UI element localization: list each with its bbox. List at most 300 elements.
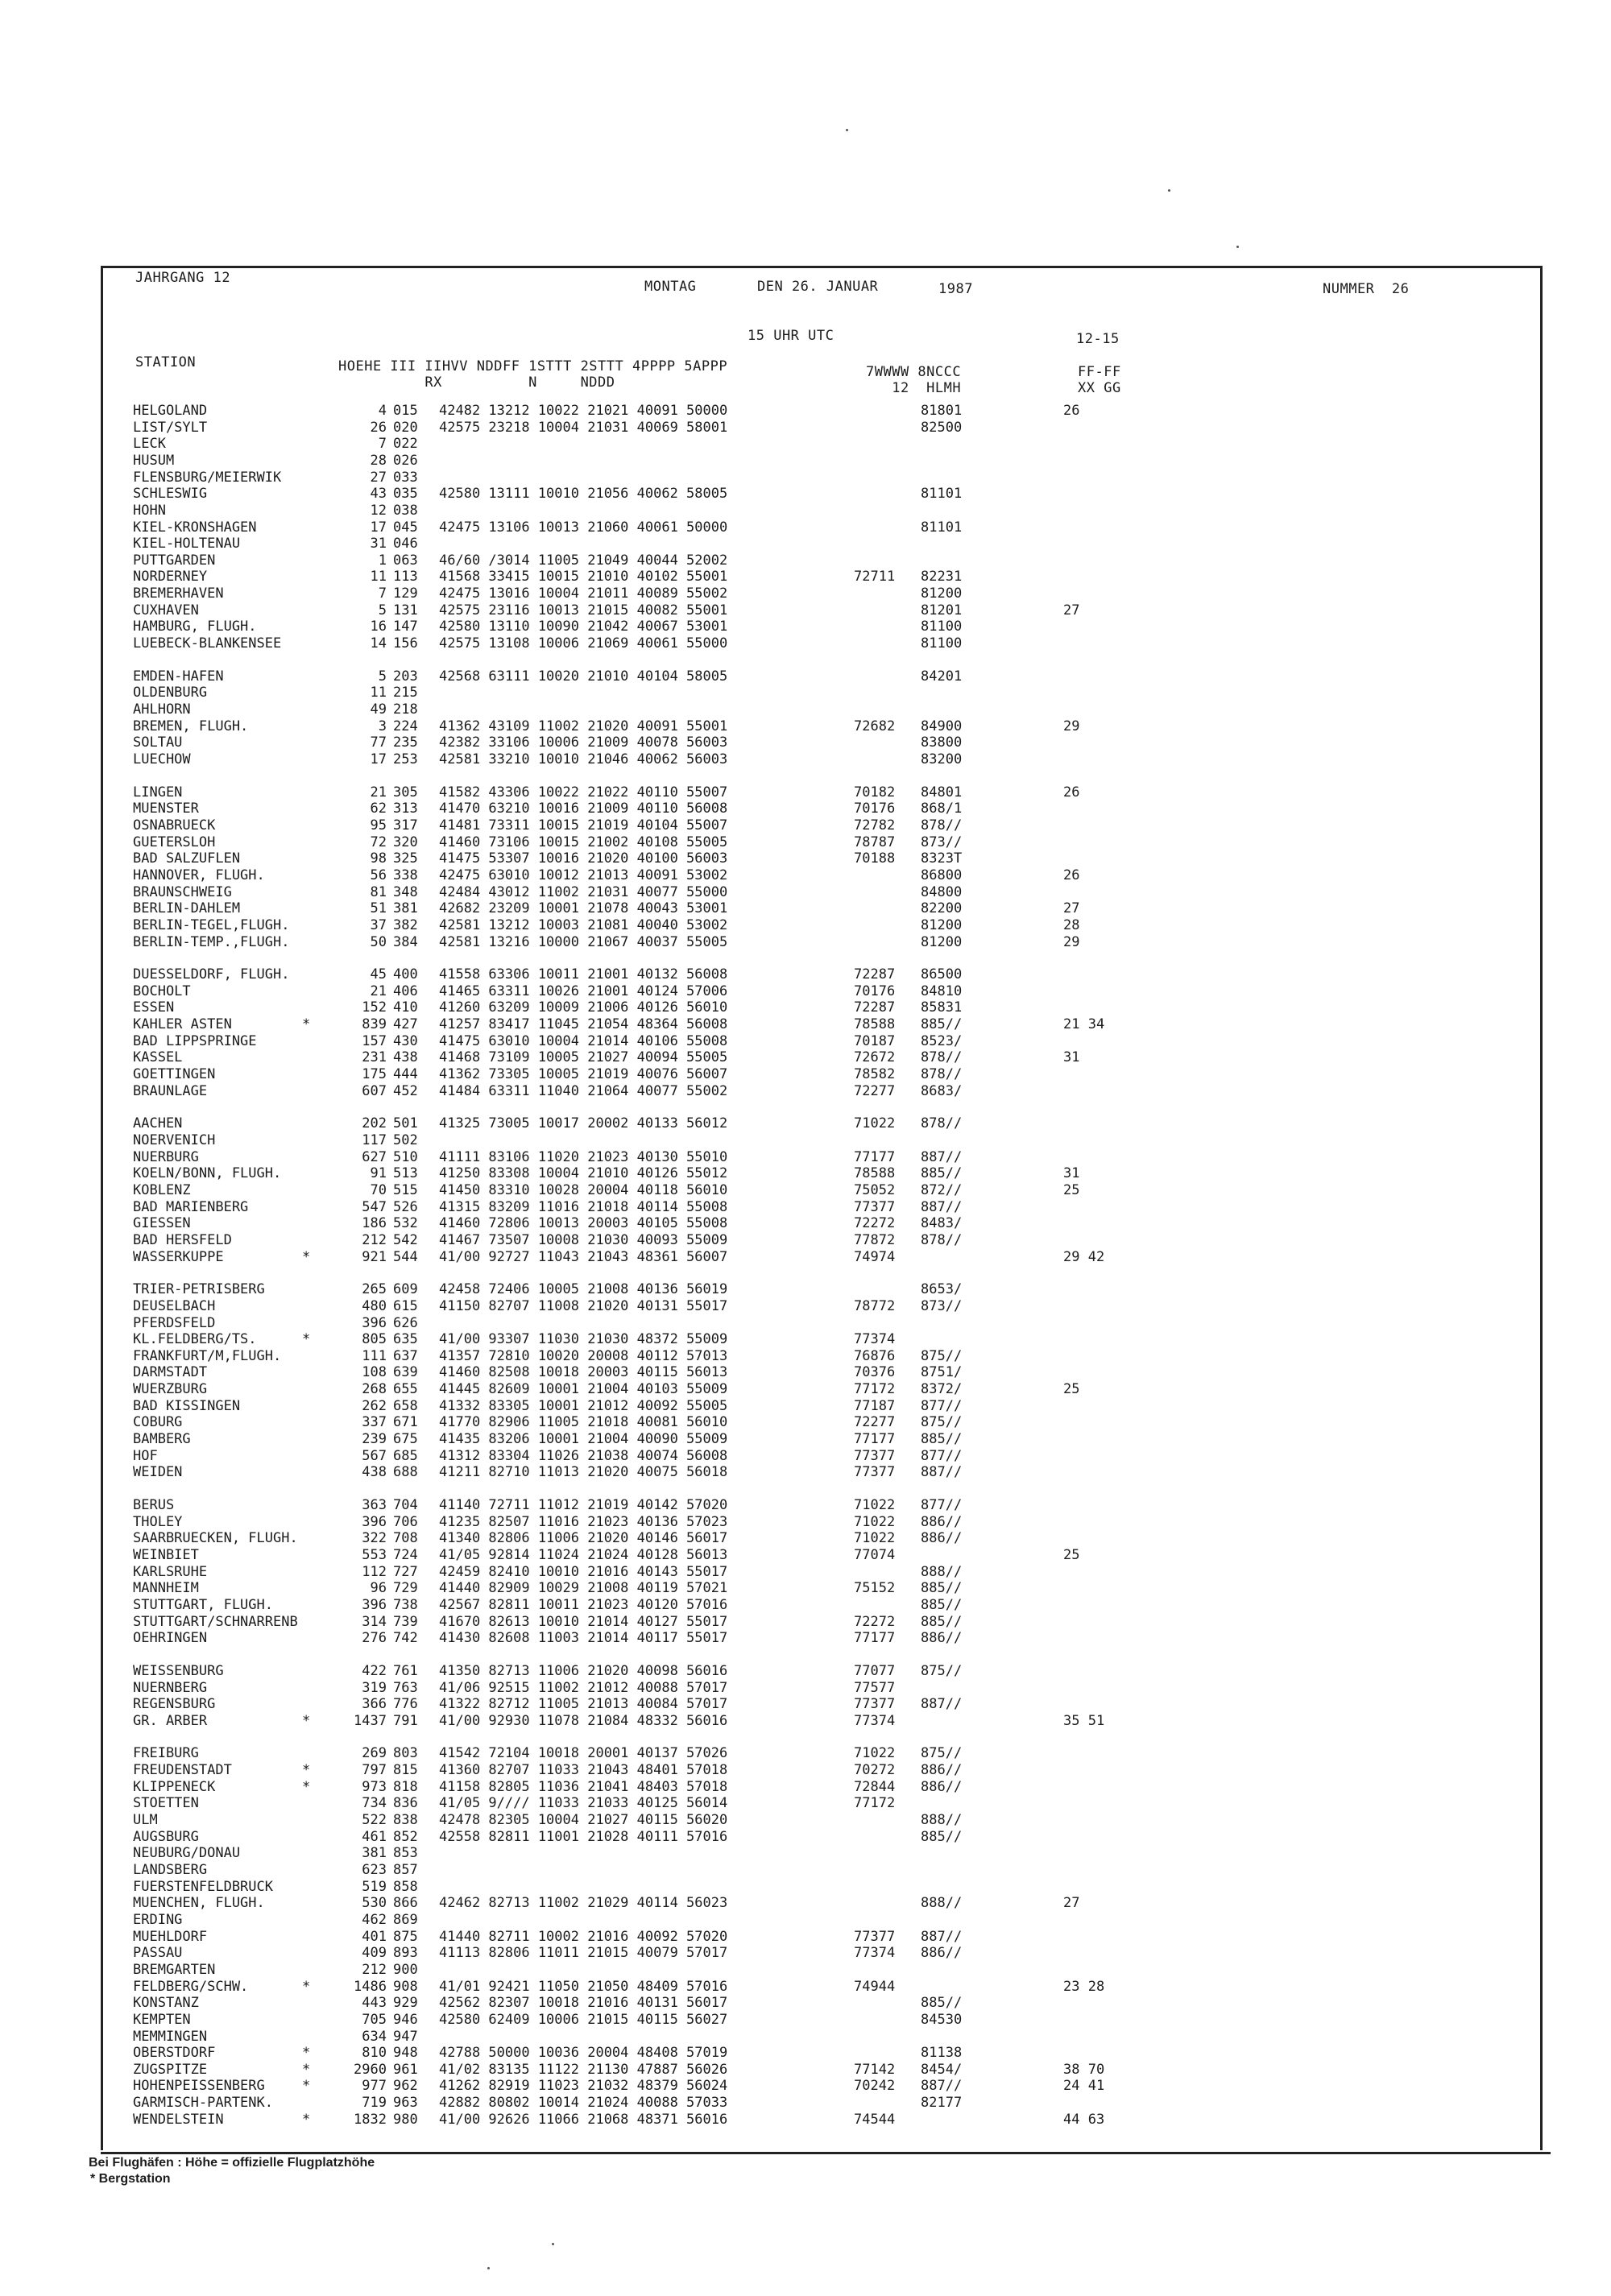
weather-group: 72682 — [854, 718, 896, 734]
station-name: NORDERNEY — [133, 569, 208, 585]
station-height: 239 — [362, 1431, 387, 1447]
table-row — [0, 1514, 1611, 1530]
cloud-group: 886// — [921, 1514, 963, 1530]
station-name: REGENSBURG — [133, 1696, 216, 1712]
table-row — [0, 486, 1611, 502]
weather-group: 77177 — [854, 1630, 896, 1646]
station-name: KONSTANZ — [133, 1995, 199, 2011]
station-height: 921 — [362, 1249, 387, 1265]
station-name: NUERBURG — [133, 1149, 199, 1165]
cloud-group: 887// — [921, 2078, 963, 2094]
synop-groups: 42568 63111 10020 21010 40104 58005 — [439, 668, 728, 685]
station-index: 020 — [393, 420, 418, 436]
station-name: BERLIN-TEMP.,FLUGH. — [133, 934, 290, 950]
synop-groups: 41/00 92727 11043 21043 48361 56007 — [439, 1249, 728, 1265]
cloud-group: 8323T — [921, 850, 963, 867]
weather-group: 72272 — [854, 1215, 896, 1231]
station-name: DEUSELBACH — [133, 1298, 216, 1314]
period-range: 12-15 — [1076, 331, 1120, 347]
station-index: 035 — [393, 486, 418, 502]
station-index: 946 — [393, 2012, 418, 2028]
station-index: 026 — [393, 453, 418, 469]
synop-groups: 42567 82811 10011 21023 40120 57016 — [439, 1597, 728, 1613]
table-row — [0, 1795, 1611, 1811]
speck — [1168, 189, 1170, 192]
cloud-group: 885// — [921, 1016, 963, 1032]
weekday: MONTAG — [644, 279, 697, 295]
station-index: 818 — [393, 1779, 418, 1795]
weather-group: 77374 — [854, 1945, 896, 1961]
station-name: HELGOLAND — [133, 403, 208, 419]
station-height: 95 — [370, 817, 387, 834]
cloud-group: 873// — [921, 834, 963, 850]
col-ff-2: XX GG — [1078, 380, 1121, 396]
station-name: WEIDEN — [133, 1464, 183, 1480]
table-row — [0, 1215, 1611, 1231]
cloud-group: 887// — [921, 1929, 963, 1945]
station-index: 156 — [393, 635, 418, 652]
gust-group: 29 — [1063, 934, 1080, 950]
synop-groups: 42459 82410 10010 21016 40143 55017 — [439, 1564, 728, 1580]
gust-group: 26 — [1063, 403, 1080, 419]
cloud-group: 84530 — [921, 2012, 963, 2028]
station-name: WEINBIET — [133, 1547, 199, 1563]
station-index: 739 — [393, 1614, 418, 1630]
cloud-group: 887// — [921, 1149, 963, 1165]
station-index: 803 — [393, 1745, 418, 1761]
station-index: 046 — [393, 536, 418, 552]
station-index: 515 — [393, 1182, 418, 1198]
gust-group: 24 41 — [1063, 2078, 1105, 2094]
station-name: ULM — [133, 1812, 158, 1828]
station-name: BREMGARTEN — [133, 1962, 216, 1978]
station-index: 637 — [393, 1348, 418, 1364]
weather-group: 74544 — [854, 2112, 896, 2128]
synop-groups: 42682 23209 10001 21078 40043 53001 — [439, 900, 728, 916]
weather-group: 77177 — [854, 1149, 896, 1165]
date: DEN 26. JANUAR — [757, 279, 879, 295]
station-height: 212 — [362, 1962, 387, 1978]
mountain-station-marker: * — [302, 1016, 311, 1032]
synop-groups: 42580 62409 10006 21015 40115 56027 — [439, 2012, 728, 2028]
station-height: 322 — [362, 1530, 387, 1546]
weather-group: 70242 — [854, 2078, 896, 2094]
station-height: 363 — [362, 1497, 387, 1513]
weather-group: 70187 — [854, 1033, 896, 1049]
station-height: 522 — [362, 1812, 387, 1828]
station-index: 113 — [393, 569, 418, 585]
cloud-group: 885// — [921, 1431, 963, 1447]
station-name: NUERNBERG — [133, 1680, 208, 1696]
station-name: FREUDENSTADT — [133, 1762, 232, 1778]
station-name: ERDING — [133, 1912, 183, 1928]
station-name: FRANKFURT/M,FLUGH. — [133, 1348, 282, 1364]
station-index: 325 — [393, 850, 418, 867]
station-name: HOF — [133, 1448, 158, 1464]
station-name: KOELN/BONN, FLUGH. — [133, 1165, 282, 1181]
station-index: 685 — [393, 1448, 418, 1464]
table-row — [0, 1680, 1611, 1696]
station-index: 836 — [393, 1795, 418, 1811]
table-row — [0, 1381, 1611, 1397]
cloud-group: 82231 — [921, 569, 963, 585]
station-height: 547 — [362, 1199, 387, 1215]
station-index: 317 — [393, 817, 418, 834]
station-name: KL.FELDBERG/TS. — [133, 1331, 257, 1347]
table-row — [0, 1829, 1611, 1845]
station-index: 639 — [393, 1364, 418, 1380]
cloud-group: 85831 — [921, 999, 963, 1016]
station-name: LUEBECK-BLANKENSEE — [133, 635, 282, 652]
synop-groups: 41/00 92930 11078 21084 48332 56016 — [439, 1713, 728, 1729]
table-row — [0, 1547, 1611, 1563]
synop-groups: 41568 33415 10015 21010 40102 55001 — [439, 569, 728, 585]
synop-groups: 41257 83417 11045 21054 48364 56008 — [439, 1016, 728, 1032]
weather-group: 72711 — [854, 569, 896, 585]
gust-group: 27 — [1063, 1895, 1080, 1911]
synop-groups: 41150 82707 11008 21020 40131 55017 — [439, 1298, 728, 1314]
gust-group: 31 — [1063, 1165, 1080, 1181]
synop-groups: 41450 83310 10028 20004 40118 56010 — [439, 1182, 728, 1198]
station-height: 553 — [362, 1547, 387, 1563]
gust-group: 38 70 — [1063, 2062, 1105, 2078]
table-row — [0, 1696, 1611, 1712]
station-height: 108 — [362, 1364, 387, 1380]
weather-group: 72287 — [854, 966, 896, 983]
mountain-station-marker: * — [302, 2078, 311, 2094]
weather-group: 72287 — [854, 999, 896, 1016]
station-index: 348 — [393, 884, 418, 900]
station-index: 961 — [393, 2062, 418, 2078]
synop-groups: 42575 23218 10004 21031 40069 58001 — [439, 420, 728, 436]
footnote-mountain-station: * Bergstation — [90, 2172, 171, 2186]
table-row — [0, 834, 1611, 850]
weather-group: 77142 — [854, 2062, 896, 2078]
station-index: 866 — [393, 1895, 418, 1911]
station-index: 875 — [393, 1929, 418, 1945]
synop-groups: 42475 63010 10012 21013 40091 53002 — [439, 867, 728, 883]
station-height: 7 — [378, 436, 387, 452]
station-height: 627 — [362, 1149, 387, 1165]
synop-groups: 42562 82307 10018 21016 40131 56017 — [439, 1995, 728, 2011]
weather-group: 70376 — [854, 1364, 896, 1380]
station-height: 11 — [370, 569, 387, 585]
observation-time: 15 UHR UTC — [748, 328, 834, 344]
station-index: 253 — [393, 751, 418, 767]
weather-group: 78772 — [854, 1298, 896, 1314]
cloud-group: 886// — [921, 1945, 963, 1961]
synop-groups: 41362 73305 10005 21019 40076 56007 — [439, 1066, 728, 1082]
station-height: 705 — [362, 2012, 387, 2028]
synop-groups: 42475 13106 10013 21060 40061 50000 — [439, 519, 728, 536]
station-index: 444 — [393, 1066, 418, 1082]
station-height: 1437 — [354, 1713, 387, 1729]
synop-groups: 41/00 93307 11030 21030 48372 55009 — [439, 1331, 728, 1347]
station-height: 422 — [362, 1663, 387, 1679]
station-name: ESSEN — [133, 999, 175, 1016]
synop-groups: 41357 72810 10020 20008 40112 57013 — [439, 1348, 728, 1364]
gust-group: 27 — [1063, 602, 1080, 618]
station-height: 443 — [362, 1995, 387, 2011]
cloud-group: 877// — [921, 1448, 963, 1464]
station-height: 567 — [362, 1448, 387, 1464]
table-row — [0, 1033, 1611, 1049]
station-height: 231 — [362, 1049, 387, 1065]
station-height: 202 — [362, 1115, 387, 1131]
gust-group: 26 — [1063, 867, 1080, 883]
station-height: 16 — [370, 618, 387, 635]
cloud-group: 83800 — [921, 734, 963, 751]
station-name: MANNHEIM — [133, 1580, 199, 1596]
station-height: 1832 — [354, 2112, 387, 2128]
station-height: 96 — [370, 1580, 387, 1596]
station-index: 501 — [393, 1115, 418, 1131]
speck — [487, 2267, 490, 2269]
station-index: 727 — [393, 1564, 418, 1580]
table-row — [0, 800, 1611, 817]
station-height: 607 — [362, 1083, 387, 1099]
table-row — [0, 1845, 1611, 1861]
weather-group: 77077 — [854, 1663, 896, 1679]
station-name: TRIER-PETRISBERG — [133, 1281, 265, 1297]
cloud-group: 888// — [921, 1812, 963, 1828]
table-row — [0, 734, 1611, 751]
station-height: 50 — [370, 934, 387, 950]
station-name: OLDENBURG — [133, 685, 208, 701]
table-row — [0, 817, 1611, 834]
gust-group: 25 — [1063, 1547, 1080, 1563]
station-height: 28 — [370, 453, 387, 469]
table-row — [0, 1979, 1611, 1995]
station-name: PFERDSFELD — [133, 1315, 216, 1331]
mountain-station-marker: * — [302, 1762, 311, 1778]
station-height: 111 — [362, 1348, 387, 1364]
station-height: 31 — [370, 536, 387, 552]
station-name: MUENCHEN, FLUGH. — [133, 1895, 265, 1911]
station-height: 157 — [362, 1033, 387, 1049]
table-row — [0, 1281, 1611, 1297]
station-height: 396 — [362, 1514, 387, 1530]
synop-groups: 42484 43012 11002 21031 40077 55000 — [439, 884, 728, 900]
table-row — [0, 503, 1611, 519]
table-row — [0, 536, 1611, 552]
synop-groups: 42475 13016 10004 21011 40089 55002 — [439, 585, 728, 602]
station-index: 791 — [393, 1713, 418, 1729]
gust-group: 28 — [1063, 917, 1080, 933]
cloud-group: 82177 — [921, 2095, 963, 2111]
station-height: 314 — [362, 1614, 387, 1630]
mountain-station-marker: * — [302, 2045, 311, 2061]
station-name: BERUS — [133, 1497, 175, 1513]
synop-groups: 42580 13111 10010 21056 40062 58005 — [439, 486, 728, 502]
table-row — [0, 635, 1611, 652]
station-height: 396 — [362, 1315, 387, 1331]
table-row — [0, 1530, 1611, 1546]
cloud-group: 8372/ — [921, 1381, 963, 1397]
station-index: 400 — [393, 966, 418, 983]
mountain-station-marker: * — [302, 1779, 311, 1795]
station-height: 4 — [378, 403, 387, 419]
weather-group: 77377 — [854, 1199, 896, 1215]
table-row — [0, 1132, 1611, 1148]
table-row — [0, 1497, 1611, 1513]
cloud-group: 886// — [921, 1530, 963, 1546]
weather-group: 77374 — [854, 1713, 896, 1729]
station-name: THOLEY — [133, 1514, 183, 1530]
station-name: WENDELSTEIN — [133, 2112, 224, 2128]
synop-groups: 42581 33210 10010 21046 40062 56003 — [439, 751, 728, 767]
cloud-group: 81101 — [921, 486, 963, 502]
station-name: EMDEN-HAFEN — [133, 668, 224, 685]
table-row — [0, 2045, 1611, 2061]
weather-group: 77177 — [854, 1431, 896, 1447]
table-row — [0, 1912, 1611, 1928]
station-index: 615 — [393, 1298, 418, 1314]
weather-group: 77172 — [854, 1795, 896, 1811]
col-wc-2: 12 HLMH — [866, 380, 962, 396]
col-station: STATION — [135, 354, 197, 370]
station-name: WASSERKUPPE — [133, 1249, 224, 1265]
station-name: ZUGSPITZE — [133, 2062, 208, 2078]
synop-groups: 41467 73507 10008 21030 40093 55009 — [439, 1232, 728, 1248]
station-index: 384 — [393, 934, 418, 950]
station-height: 11 — [370, 685, 387, 701]
table-row — [0, 1232, 1611, 1248]
station-name: STUTTGART/SCHNARRENB — [133, 1614, 298, 1630]
weather-group: 70272 — [854, 1762, 896, 1778]
cloud-group: 81138 — [921, 2045, 963, 2061]
station-index: 510 — [393, 1149, 418, 1165]
cloud-group: 84801 — [921, 784, 963, 800]
synop-groups: 41332 83305 10001 21012 40092 55005 — [439, 1398, 728, 1414]
station-height: 3 — [378, 718, 387, 734]
station-index: 410 — [393, 999, 418, 1016]
table-row — [0, 1016, 1611, 1032]
station-height: 973 — [362, 1779, 387, 1795]
station-name: HANNOVER, FLUGH. — [133, 867, 265, 883]
synop-groups: 41111 83106 11020 21023 40130 55010 — [439, 1149, 728, 1165]
year: 1987 — [938, 281, 973, 297]
synop-groups: 41250 83308 10004 21010 40126 55012 — [439, 1165, 728, 1181]
station-index: 038 — [393, 503, 418, 519]
station-index: 015 — [393, 403, 418, 419]
table-row — [0, 784, 1611, 800]
cloud-group: 878// — [921, 1066, 963, 1082]
synop-groups: 41460 72806 10013 20003 40105 55008 — [439, 1215, 728, 1231]
synop-groups: 41558 63306 10011 21001 40132 56008 — [439, 966, 728, 983]
cloud-group: 81100 — [921, 635, 963, 652]
station-height: 805 — [362, 1331, 387, 1347]
station-height: 719 — [362, 2095, 387, 2111]
cloud-group: 81100 — [921, 618, 963, 635]
station-name: GUETERSLOH — [133, 834, 216, 850]
table-row — [0, 602, 1611, 618]
cloud-group: 8653/ — [921, 1281, 963, 1297]
station-height: 5 — [378, 668, 387, 685]
weather-group: 77377 — [854, 1929, 896, 1945]
weather-group: 77187 — [854, 1398, 896, 1414]
station-index: 929 — [393, 1995, 418, 2011]
synop-groups: 41/06 92515 11002 21012 40088 57017 — [439, 1680, 728, 1696]
cloud-group: 81801 — [921, 403, 963, 419]
cloud-group: 886// — [921, 1630, 963, 1646]
cloud-group: 887// — [921, 1696, 963, 1712]
table-row — [0, 1663, 1611, 1679]
station-height: 91 — [370, 1165, 387, 1181]
gust-group: 26 — [1063, 784, 1080, 800]
table-row — [0, 2078, 1611, 2094]
station-height: 26 — [370, 420, 387, 436]
table-row — [0, 983, 1611, 999]
table-row — [0, 1115, 1611, 1131]
weather-group: 77872 — [854, 1232, 896, 1248]
speck — [1236, 246, 1239, 248]
station-name: MUEHLDORF — [133, 1929, 208, 1945]
station-name: LANDSBERG — [133, 1862, 208, 1878]
station-name: BREMERHAVEN — [133, 585, 224, 602]
weather-group: 78588 — [854, 1165, 896, 1181]
table-row — [0, 1149, 1611, 1165]
mountain-station-marker: * — [302, 1331, 311, 1347]
station-index: 532 — [393, 1215, 418, 1231]
weather-group: 77374 — [854, 1331, 896, 1347]
station-index: 452 — [393, 1083, 418, 1099]
weather-group: 70176 — [854, 800, 896, 817]
cloud-group: 8454/ — [921, 2062, 963, 2078]
station-index: 045 — [393, 519, 418, 536]
station-index: 129 — [393, 585, 418, 602]
mountain-station-marker: * — [302, 2112, 311, 2128]
synop-groups: 41322 82712 11005 21013 40084 57017 — [439, 1696, 728, 1712]
station-index: 063 — [393, 552, 418, 569]
weather-group: 77377 — [854, 1464, 896, 1480]
station-name: FREIBURG — [133, 1745, 199, 1761]
synop-groups: 46/60 /3014 11005 21049 40044 52002 — [439, 552, 728, 569]
synop-groups: 42458 72406 10005 21008 40136 56019 — [439, 1281, 728, 1297]
cloud-group: 878// — [921, 817, 963, 834]
synop-groups: 42478 82305 10004 21027 40115 56020 — [439, 1812, 728, 1828]
station-name: MEMMINGEN — [133, 2029, 208, 2045]
table-row — [0, 1630, 1611, 1646]
col-wc-1: 7WWWW 8NCCC — [866, 364, 962, 380]
cloud-group: 82500 — [921, 420, 963, 436]
station-index: 609 — [393, 1281, 418, 1297]
station-height: 269 — [362, 1745, 387, 1761]
station-index: 635 — [393, 1331, 418, 1347]
synop-groups: 41481 73311 10015 21019 40104 55007 — [439, 817, 728, 834]
station-height: 56 — [370, 867, 387, 883]
weather-group: 71022 — [854, 1745, 896, 1761]
table-row — [0, 934, 1611, 950]
station-name: BREMEN, FLUGH. — [133, 718, 249, 734]
table-row — [0, 867, 1611, 883]
weather-group: 77377 — [854, 1696, 896, 1712]
table-row — [0, 1879, 1611, 1895]
mountain-station-marker: * — [302, 1979, 311, 1995]
synop-groups: 41350 82713 11006 21020 40098 56016 — [439, 1663, 728, 1679]
weather-group: 78787 — [854, 834, 896, 850]
station-name: WEISSENBURG — [133, 1663, 224, 1679]
station-height: 186 — [362, 1215, 387, 1231]
station-name: GR. ARBER — [133, 1713, 208, 1729]
cloud-group: 886// — [921, 1762, 963, 1778]
speck — [552, 2243, 554, 2245]
station-name: BAD KISSINGEN — [133, 1398, 241, 1414]
synop-groups: 41/05 92814 11024 21024 40128 56013 — [439, 1547, 728, 1563]
synop-groups: 41/01 92421 11050 21050 48409 57016 — [439, 1979, 728, 1995]
table-row — [0, 1762, 1611, 1778]
station-height: 62 — [370, 800, 387, 817]
